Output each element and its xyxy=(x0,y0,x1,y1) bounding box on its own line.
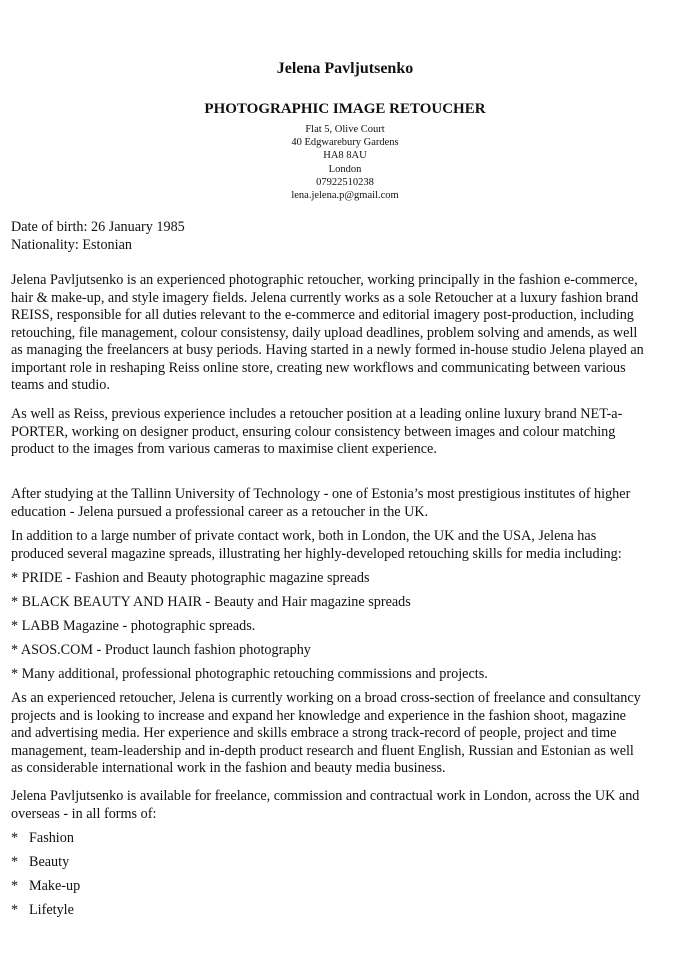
current-work-paragraph xyxy=(11,690,679,778)
paragraph-line: REISS, responsible for all duties relevant to the e-commerce and editorial imagery post-production, including xyxy=(11,307,634,323)
paragraph-line: PORTER, working on designer product, ensuring colour consistency between images and colour matching xyxy=(11,423,616,440)
list-item: * ASOS.COM - Product launch fashion photography xyxy=(11,642,311,658)
paragraph-line: as managing the freelancers at busy periods. Having started in a newly formed in-house studio Jelena played an xyxy=(11,342,644,358)
list-item-label: Lifetyle xyxy=(29,902,74,918)
nationality: Nationality: Estonian xyxy=(11,236,132,253)
paragraph-line: as considerable international work in the fashion and beauty media business. xyxy=(11,760,446,776)
education-paragraph xyxy=(11,486,679,521)
list-item xyxy=(11,902,74,919)
address-line: 40 Edgwarebury Gardens xyxy=(291,137,399,149)
paragraph-line: product to the images from various cameras to maximise client experience. xyxy=(11,441,437,457)
paragraph-line: important role in reshaping Reiss online store, creating new workflows and communicating between various xyxy=(11,359,626,376)
cv-job-title: PHOTOGRAPHIC IMAGE RETOUCHER xyxy=(204,101,486,117)
previous-experience-paragraph xyxy=(11,406,679,459)
contracts-paragraph xyxy=(11,528,679,563)
list-item-label: Fashion xyxy=(29,830,74,846)
phone-number: 07922510238 xyxy=(316,176,374,188)
list-item xyxy=(11,878,80,895)
paragraph-line: As well as Reiss, previous experience includes a retoucher position at a leading online luxury brand NET-a- xyxy=(11,406,623,422)
summary-paragraph xyxy=(11,272,679,395)
bullet-marker: * xyxy=(11,902,19,918)
date-of-birth: Date of birth: 26 January 1985 xyxy=(11,219,185,235)
list-item: * LABB Magazine - photographic spreads. xyxy=(11,618,256,634)
paragraph-line: projects and is looking to increase and expand her knowledge and experience in the fashion shoot, magazine xyxy=(11,707,626,724)
address-line: London xyxy=(328,163,362,175)
list-item-label: Make-up xyxy=(29,878,81,894)
cv-name: Jelena Pavljutsenko xyxy=(276,60,414,77)
address-block xyxy=(11,123,679,202)
paragraph-line: produced several magazine spreads, illustrating her highly-developed retouching skills for media including: xyxy=(11,545,622,562)
list-item: * BLACK BEAUTY AND HAIR - Beauty and Hair magazine spreads xyxy=(11,594,411,610)
availability-paragraph xyxy=(11,788,679,823)
bullet-marker: * xyxy=(11,878,19,894)
paragraph-line: Jelena Pavljutsenko is an experienced photographic retoucher, working principally in the fashion e-commerce, xyxy=(11,272,638,288)
email-address: lena.jelena.p@gmail.com xyxy=(291,190,399,202)
address-line: HA8 8AU xyxy=(323,150,367,162)
paragraph-line: hair & make-up, and style imagery fields. Jelena currently works as a sole Retoucher at a luxury fashion brand xyxy=(11,289,639,306)
bullet-marker: * xyxy=(11,830,19,846)
paragraph-line: teams and studio. xyxy=(11,377,110,393)
address-line: Flat 5, Olive Court xyxy=(305,124,385,135)
paragraph-line: retouching, file management, colour consistensy, daily upload deadlines, problem solving and amends, as well xyxy=(11,324,638,341)
paragraph-line: management, team-leadership and in-depth product research and fluent English, Russian and Estonian as well xyxy=(11,742,634,759)
paragraph-line: and advertising media. Her experience and skills embrace a strong track-record of people, project and time xyxy=(11,725,617,741)
list-item-label: Beauty xyxy=(29,854,70,870)
paragraph-line: In addition to a large number of private contact work, both in London, the UK and the USA, Jelena has xyxy=(11,528,597,544)
personal-details xyxy=(11,219,679,254)
paragraph-line: After studying at the Tallinn University of Technology - one of Estonia’s most prestigious institutes of higher xyxy=(11,486,631,502)
paragraph-line: As an experienced retoucher, Jelena is currently working on a broad cross-section of freelance and consultancy xyxy=(11,690,641,706)
list-item xyxy=(11,830,74,847)
list-item: * PRIDE - Fashion and Beauty photographic magazine spreads xyxy=(11,570,370,586)
list-item xyxy=(11,854,69,871)
paragraph-line: Jelena Pavljutsenko is available for freelance, commission and contractual work in London, across the UK and xyxy=(11,788,640,804)
paragraph-line: education - Jelena pursued a professional career as a retoucher in the UK. xyxy=(11,503,429,520)
paragraph-line: overseas - in all forms of: xyxy=(11,805,157,822)
list-item: * Many additional, professional photographic retouching commissions and projects. xyxy=(11,666,488,682)
bullet-marker: * xyxy=(11,854,19,870)
